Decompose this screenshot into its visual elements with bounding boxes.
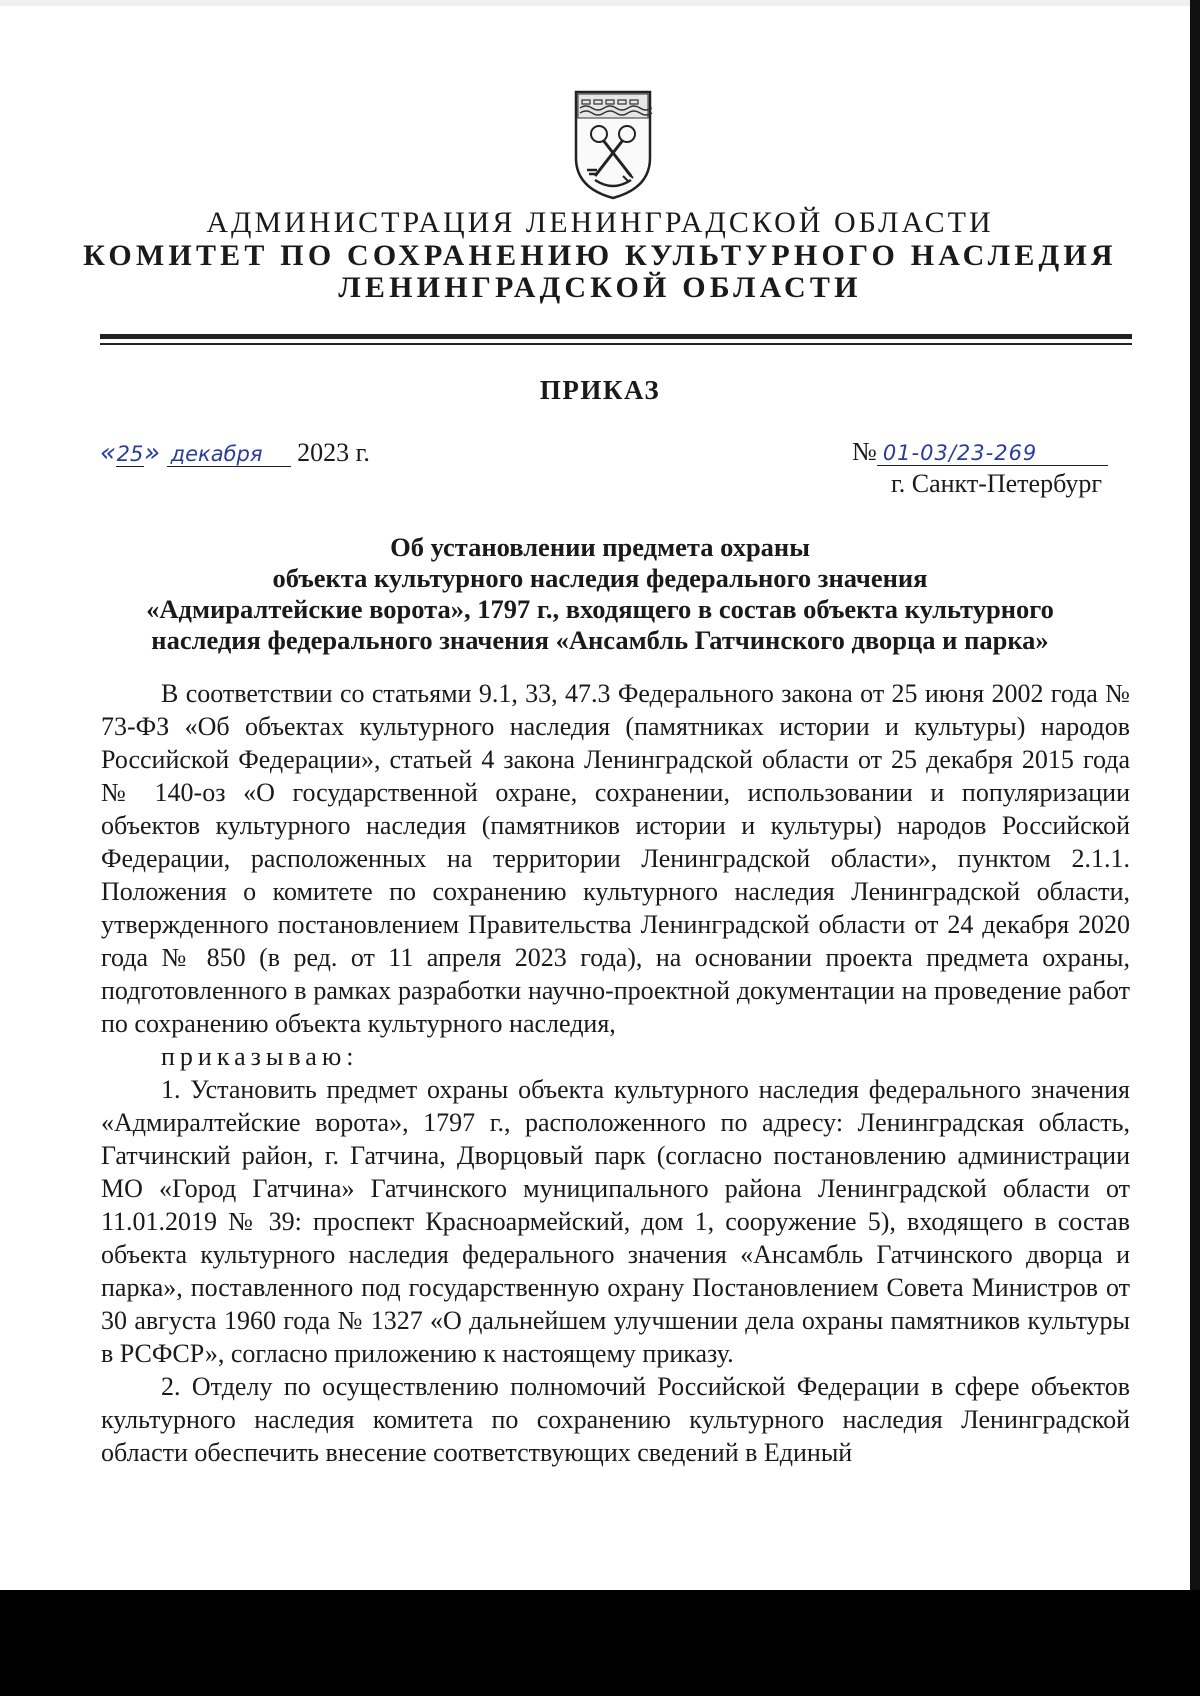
date-day: 25 (116, 442, 144, 466)
org-line-administration: АДМИНИСТРАЦИЯ ЛЕНИНГРАДСКОЙ ОБЛАСТИ (206, 206, 994, 239)
number-prefix: № (852, 437, 877, 466)
item-2-paragraph: 2. Отделу по осуществлению полномочий Российской Федерации в сфере объектов культурного наследия комитета по сохранению культурного наследия Ленинградской области обеспечить внесение соответствующих сведений в Единый (101, 1372, 1130, 1467)
order-word: приказываю: (161, 1042, 359, 1071)
org-line-region: ЛЕНИНГРАДСКОЙ ОБЛАСТИ (338, 271, 862, 304)
document-date (100, 438, 370, 468)
org-line-committee: КОМИТЕТ ПО СОХРАНЕНИЮ КУЛЬТУРНОГО НАСЛЕДИЯ (83, 239, 1117, 272)
title-line: объекта культурного наследия федерального значения (272, 563, 928, 593)
preamble-paragraph: В соответствии со статьями 9.1, 33, 47.3 Федерального закона от 25 июня 2002 года № 73-ФЗ «Об объектах культурного наследия (памятниках истории и культуры) народов Российской Федерации», статьей 4 закона Ленинградской области от 25 декабря 2015 года № 140-оз «О государственной охране, сохранении, использовании и популяризации объектов культурного наследия (памятников истории и культуры) народов Российской Федерации, расположенных на территории Ленинградской области», пунктом 2.1.1. Положения о комитете по сохранению культурного наследия Ленинградской области, утвержденного постановлением Правительства Ленинградской области от 24 декабря 2020 года № 850 (в ред. от 11 апреля 2023 года), на основании проекта предмета охраны, подготовленного в рамках разработки научно-проектной документации на проведение работ по сохранению объекта культурного наследия, (101, 679, 1130, 1038)
header-divider-thin (100, 343, 1132, 345)
title-line: «Адмиралтейские ворота», 1797 г., входящего в состав объекта культурного (146, 594, 1054, 624)
coat-of-arms-icon (573, 88, 653, 200)
scan-bottom-band (0, 1590, 1200, 1696)
document-type: ПРИКАЗ (539, 375, 661, 405)
date-open-quote: « (100, 438, 117, 468)
title-line: Об установлении предмета охраны (390, 532, 810, 562)
document-body (101, 677, 1130, 1469)
scan-top-edge (0, 0, 1200, 6)
document-city: г. Санкт-Петербург (891, 469, 1102, 498)
date-year: 2023 г. (297, 438, 370, 467)
number-value: 01-03/23-269 (877, 441, 1108, 466)
date-month: декабря (167, 442, 291, 467)
date-close-quote: » (144, 438, 161, 468)
title-line: наследия федерального значения «Ансамбль Гатчинского дворца и парка» (151, 625, 1049, 655)
header-divider-thick (100, 334, 1132, 339)
document-number (852, 437, 1108, 467)
document-title (0, 532, 1200, 656)
item-1-paragraph: 1. Установить предмет охраны объекта культурного наследия федерального значения «Адмиралтейские ворота», 1797 г., расположенного по адресу: Ленинградская область, Гатчинский район, г. Гатчина, Дворцовый парк (согласно постановлению администрации МО «Город Гатчина» Гатчинского муниципального района Ленинградской области от 11.01.2019 № 39: проспект Красноармейский, дом 1, сооружение 5), входящего в состав объекта культурного наследия федерального значения «Ансамбль Гатчинского дворца и парка», поставленного под государственную охрану Постановлением Совета Министров от 30 августа 1960 года № 1327 «О дальнейшем улучшении дела охраны памятников культуры в РСФСР», согласно приложению к настоящему приказу. (101, 1075, 1130, 1368)
